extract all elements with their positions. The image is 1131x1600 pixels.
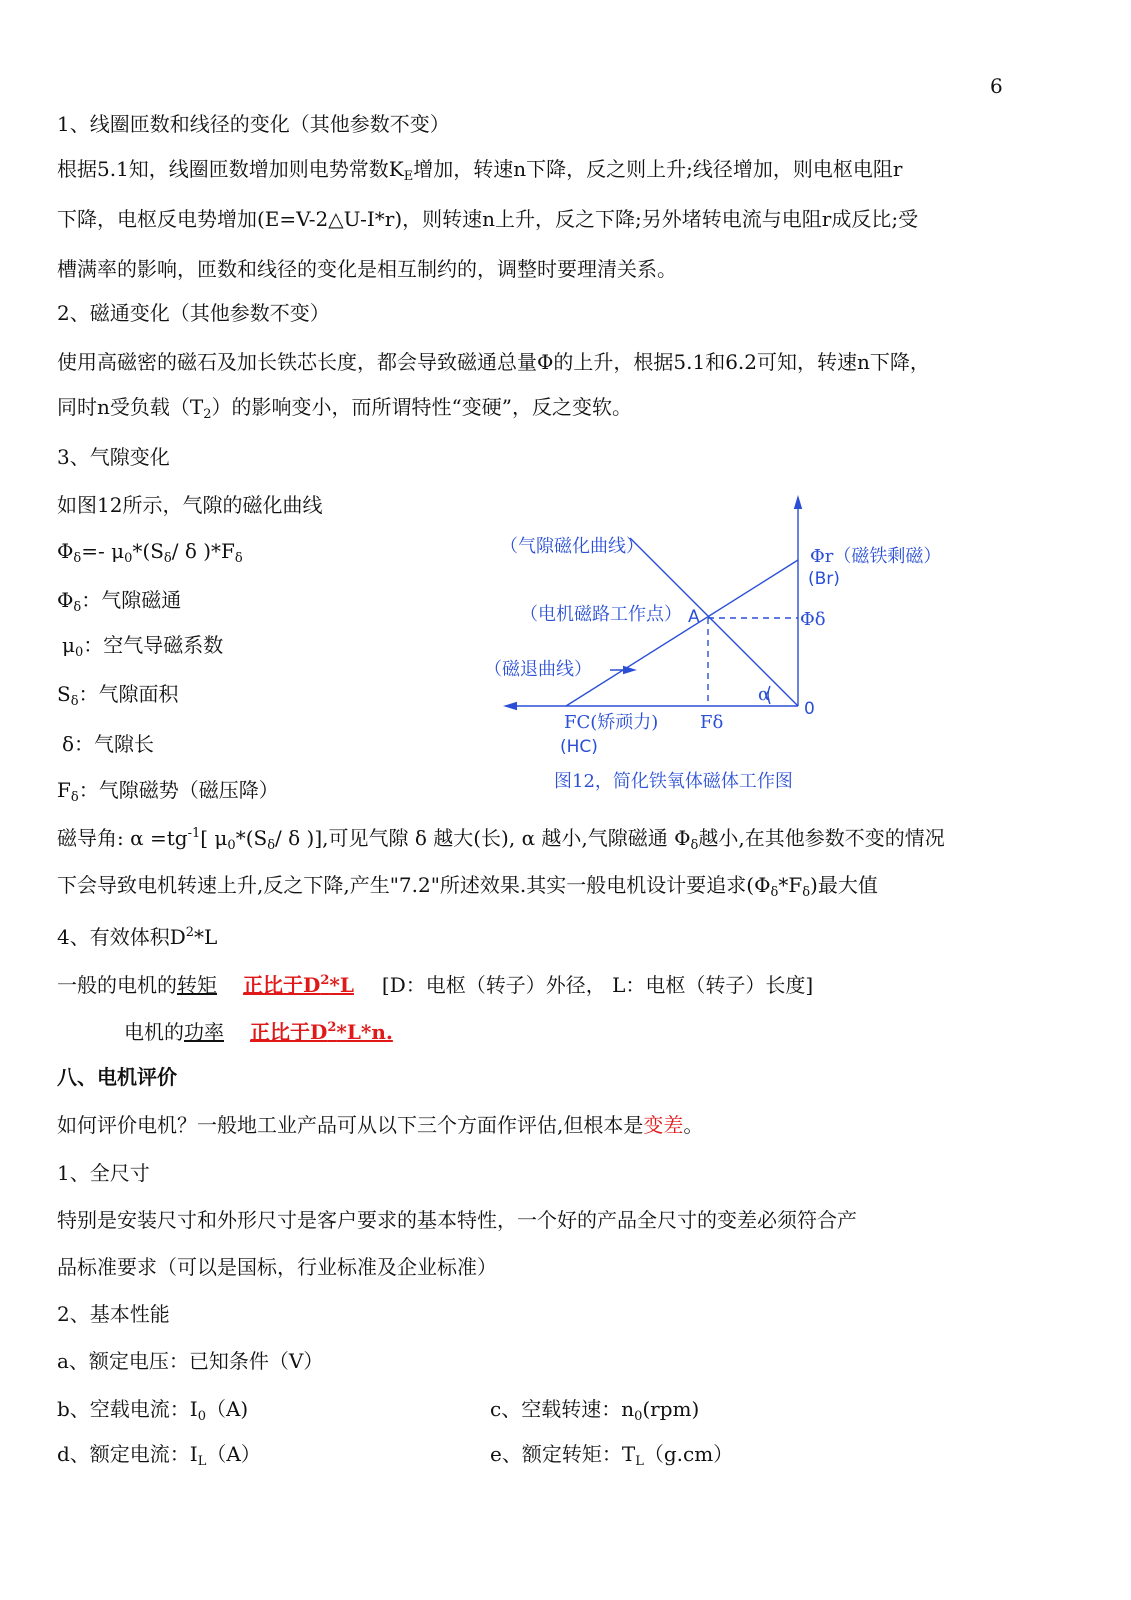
- section-1-paragraph-line-1: 根据5.1知，线圈匝数增加则电势常数$K_E$增加，转速n下降，反之则上升;线径增加，则电枢电阻r: [57, 157, 903, 184]
- no-load-current: b、空载电流：$I_0(A)$: [57, 1397, 249, 1424]
- label-demag-curve: （磁退曲线）: [484, 659, 592, 680]
- section-3-intro: 如图12所示，气隙的磁化曲线: [57, 493, 323, 517]
- magnetic-conductance-angle: 磁导角: $\alpha =tg^{-1}$[ $\mu_0*(S_\delta/$ δ )],可见气隙 δ 越大(长), α 越小,气隙磁通 $\Phi_\delta$越小,在其他参数不变的情况: [57, 826, 945, 853]
- no-load-speed: c、空载转速：$n_0(rpm)$: [490, 1397, 700, 1424]
- full-size-line-1: 特别是安装尺寸和外形尺寸是客户要求的基本特性，一个好的产品全尺寸的变差必须符合产: [57, 1208, 857, 1232]
- label-br: (Br): [808, 569, 840, 589]
- label-origin: 0: [804, 699, 815, 719]
- figure-caption: 图12，简化铁氧体磁体工作图: [554, 771, 793, 792]
- label-air-gap-curve: （气隙磁化曲线）: [500, 536, 644, 557]
- section-1-heading: 1、线圈匝数和线径的变化（其他参数不变）: [57, 112, 450, 136]
- basic-performance-heading: 2、基本性能: [57, 1302, 170, 1326]
- label-phi-delta: Φδ: [800, 609, 826, 630]
- rated-voltage: a、额定电压：已知条件（V）: [57, 1349, 324, 1373]
- section-1-paragraph-line-3: 槽满率的影响，匝数和线径的变化是相互制约的，调整时要理清关系。: [57, 257, 677, 281]
- definition-air-gap-mmf: $F_\delta$：气隙磁势（磁压降）: [57, 778, 279, 805]
- definition-air-gap-area: $S_\delta$：气隙面积: [57, 682, 179, 709]
- definition-air-gap-flux: $\Phi_\delta$：气隙磁通: [57, 588, 182, 615]
- section-4-heading: 4、有效体积$D^2*L$: [57, 925, 218, 949]
- label-coercivity: FC(矫顽力): [564, 712, 659, 733]
- ferrite-magnet-operating-diagram: [480, 490, 960, 800]
- section-3-heading: 3、气隙变化: [57, 445, 170, 469]
- label-operating-point: （电机磁路工作点）: [520, 604, 682, 625]
- label-remanence: Φr（磁铁剩磁）: [810, 546, 942, 567]
- label-alpha: α: [758, 684, 771, 705]
- section-2-heading: 2、磁通变化（其他参数不变）: [57, 301, 330, 325]
- label-point-a: A: [688, 607, 700, 627]
- label-f-delta: Fδ: [700, 712, 724, 733]
- rated-current: d、额定电流：$I_L(A)$: [57, 1442, 261, 1469]
- page-number: 6: [990, 74, 1003, 98]
- section-2-paragraph-line-1: 使用高磁密的磁石及加长铁芯长度，都会导致磁通总量Φ的上升，根据5.1和6.2可知，转速n下降，: [57, 350, 930, 374]
- section-1-paragraph-line-2: 下降，电枢反电势增加(E=V-2△U-I*r)，则转速n上升，反之下降;另外堵转电流与电阻r成反比;受: [57, 207, 919, 231]
- chapter-8-heading: 八、电机评价: [57, 1065, 177, 1089]
- full-size-heading: 1、全尺寸: [57, 1161, 150, 1185]
- definition-air-permeability: $\mu_0$：空气导磁系数: [62, 633, 224, 660]
- full-size-line-2: 品标准要求（可以是国标，行业标准及企业标准）: [57, 1255, 497, 1279]
- definition-air-gap-length: δ：气隙长: [62, 732, 155, 756]
- section-3-conclusion: 下会导致电机转速上升,反之下降,产生"7.2"所述效果.其实一般电机设计要追求$(\Phi_\delta*F_\delta)$最大值: [57, 873, 878, 900]
- section-2-paragraph-line-2: 同时n受负载$(T_2)$的影响变小，而所谓特性“变硬”，反之变软。: [57, 395, 632, 422]
- label-hc: (HC): [560, 737, 598, 757]
- power-relation: 电机的功率 正比于$D^2*L*n$.: [124, 1020, 393, 1044]
- air-gap-formula: $\Phi_\delta=-$ $\mu_0*(S_\delta/$ δ )$*F_\delta$: [57, 539, 243, 566]
- chapter-8-intro: 如何评价电机？一般地工业产品可从以下三个方面作评估,但根本是变差。: [57, 1113, 704, 1137]
- rated-torque: e、额定转矩：$T_L(g.cm)$: [490, 1442, 734, 1469]
- torque-relation: 一般的电机的转矩 正比于$D^2*L$ [D：电枢（转子）外径， L：电枢（转子）长度]: [57, 973, 814, 997]
